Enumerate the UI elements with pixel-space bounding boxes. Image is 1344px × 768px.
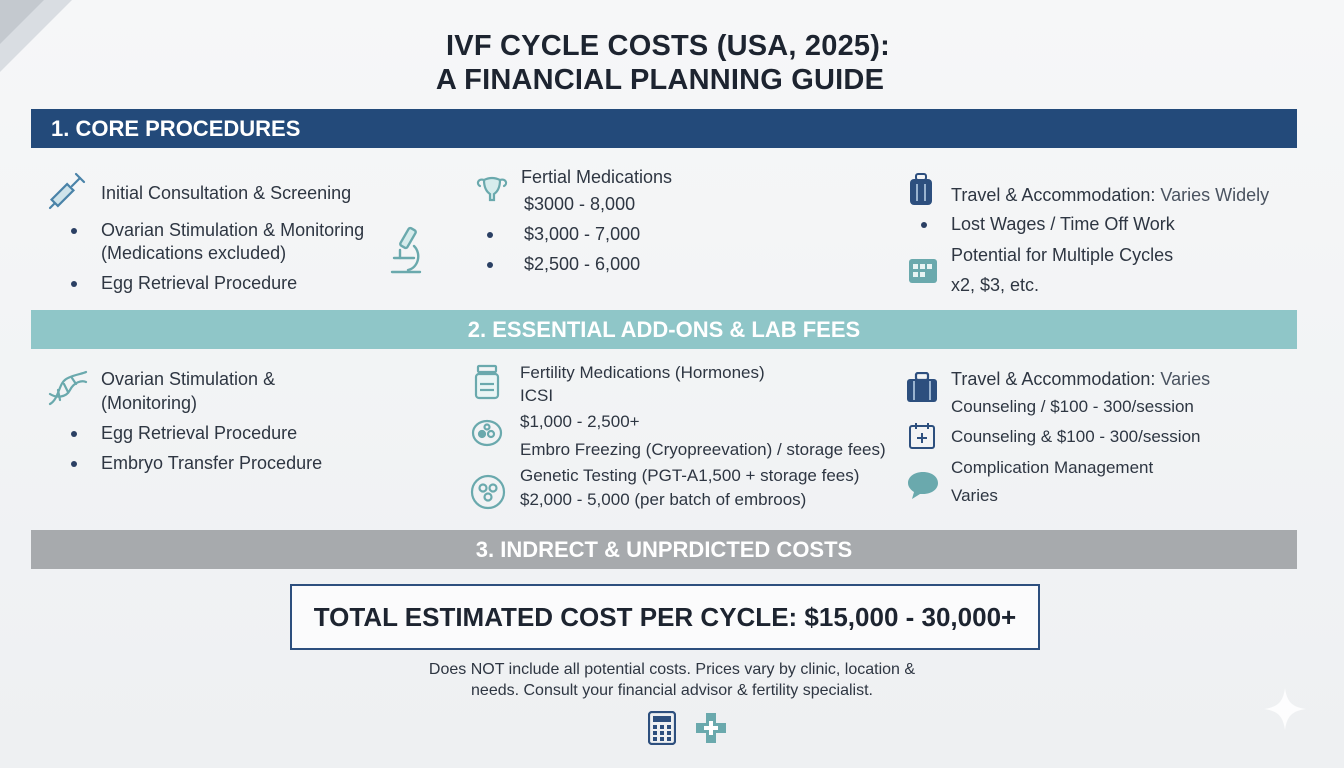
medical-calendar-icon <box>908 422 936 450</box>
cost-range-1: $3000 - 8,000 <box>524 194 636 214</box>
section-header-essential-add-ons <box>31 310 1297 349</box>
syringe-icon <box>46 172 88 212</box>
chat-bubble-icon <box>906 470 940 500</box>
section-header-indirect-costs <box>31 530 1297 569</box>
dna-icon <box>46 368 90 408</box>
section-heading: 3. INDRECT & UNPRDICTED COSTS <box>475 536 853 562</box>
counseling-item-2: Counseling & $100 - 300/session <box>951 427 1201 446</box>
travel-accommodation-item <box>951 185 1269 206</box>
complication-management-item: Complication Management <box>951 458 1154 477</box>
icsi-label: ICSI <box>520 386 554 405</box>
bullet <box>71 228 77 234</box>
travel-value: Varies Widely <box>1155 185 1270 205</box>
suitcase-icon <box>906 372 938 404</box>
complication-cost: Varies <box>951 486 998 505</box>
embryo-freezing-item: Embro Freezing (Cryopreevation) / storage fees) <box>520 440 886 459</box>
medical-cross-icon <box>694 711 728 745</box>
section-heading: 2. ESSENTIAL ADD-ONS & LAB FEES <box>467 316 861 342</box>
calculator-icon <box>648 711 676 745</box>
multiple-cycles-detail: x2, $3, etc. <box>951 275 1040 295</box>
icsi-cost: $1,000 - 2,500+ <box>520 412 640 431</box>
fertility-medications-label: Fertial Medications <box>521 167 673 187</box>
uterus-icon <box>474 172 510 204</box>
item-monitoring: (Monitoring) <box>101 393 198 413</box>
microscope-icon <box>388 224 424 276</box>
total-estimated-cost-box <box>290 584 1040 650</box>
bullet <box>921 222 927 228</box>
bullet <box>487 262 493 268</box>
fertility-medications-hormones: Fertility Medications (Hormones) <box>520 363 765 382</box>
item-egg-retrieval-2: Egg Retrieval Procedure <box>101 423 298 443</box>
cost-range-3: $2,500 - 6,000 <box>524 254 641 274</box>
genetic-testing-item: Genetic Testing (PGT-A1,500 + storage fees) <box>520 466 860 485</box>
section-header-core-procedures <box>31 109 1297 148</box>
lost-wages-item: Lost Wages / Time Off Work <box>951 214 1175 234</box>
bullet <box>71 461 77 467</box>
pill-bottle-icon <box>474 364 500 400</box>
bullet <box>487 232 493 238</box>
travel-value: Varies <box>1155 369 1211 389</box>
travel-label: Travel & Accommodation: <box>951 185 1156 205</box>
travel-accommodation-item-2 <box>951 369 1210 390</box>
page-title-line2: A FINANCIAL PLANNING GUIDE <box>435 64 885 96</box>
suitcase-icon <box>908 173 934 207</box>
bullet <box>71 281 77 287</box>
travel-label: Travel & Accommodation: <box>951 369 1156 389</box>
item-egg-retrieval: Egg Retrieval Procedure <box>101 273 298 293</box>
item-ovarian-stimulation: Ovarian Stimulation & Monitoring <box>101 220 365 240</box>
bullet <box>71 431 77 437</box>
sparkle-icon <box>1262 686 1308 732</box>
calendar-icon <box>908 258 938 284</box>
multiple-cycles-item: Potential for Multiple Cycles <box>951 245 1174 265</box>
item-ovarian-stimulation-2: Ovarian Stimulation & <box>101 369 276 389</box>
disclaimer-line2: needs. Consult your financial advisor & fertility specialist. <box>471 682 873 699</box>
genetic-testing-cost: $2,000 - 5,000 (per batch of embroos) <box>520 490 807 509</box>
disclaimer-line1: Does NOT include all potential costs. Prices vary by clinic, location & <box>428 661 916 678</box>
item-initial-consultation: Initial Consultation & Screening <box>101 183 352 203</box>
cost-range-2: $3,000 - 7,000 <box>524 224 641 244</box>
page-title-line1: IVF CYCLE COSTS (USA, 2025): <box>446 30 890 62</box>
cells-icon <box>470 418 504 448</box>
item-medications-excluded: (Medications excluded) <box>101 243 287 263</box>
counseling-item-1: Counseling / $100 - 300/session <box>951 397 1194 416</box>
total-estimated-cost: TOTAL ESTIMATED COST PER CYCLE: $15,000 - 30,000+ <box>313 601 1017 632</box>
section-heading: 1. CORE PROCEDURES <box>51 115 301 141</box>
cells-icon <box>470 474 506 510</box>
item-embryo-transfer: Embryo Transfer Procedure <box>101 453 323 473</box>
